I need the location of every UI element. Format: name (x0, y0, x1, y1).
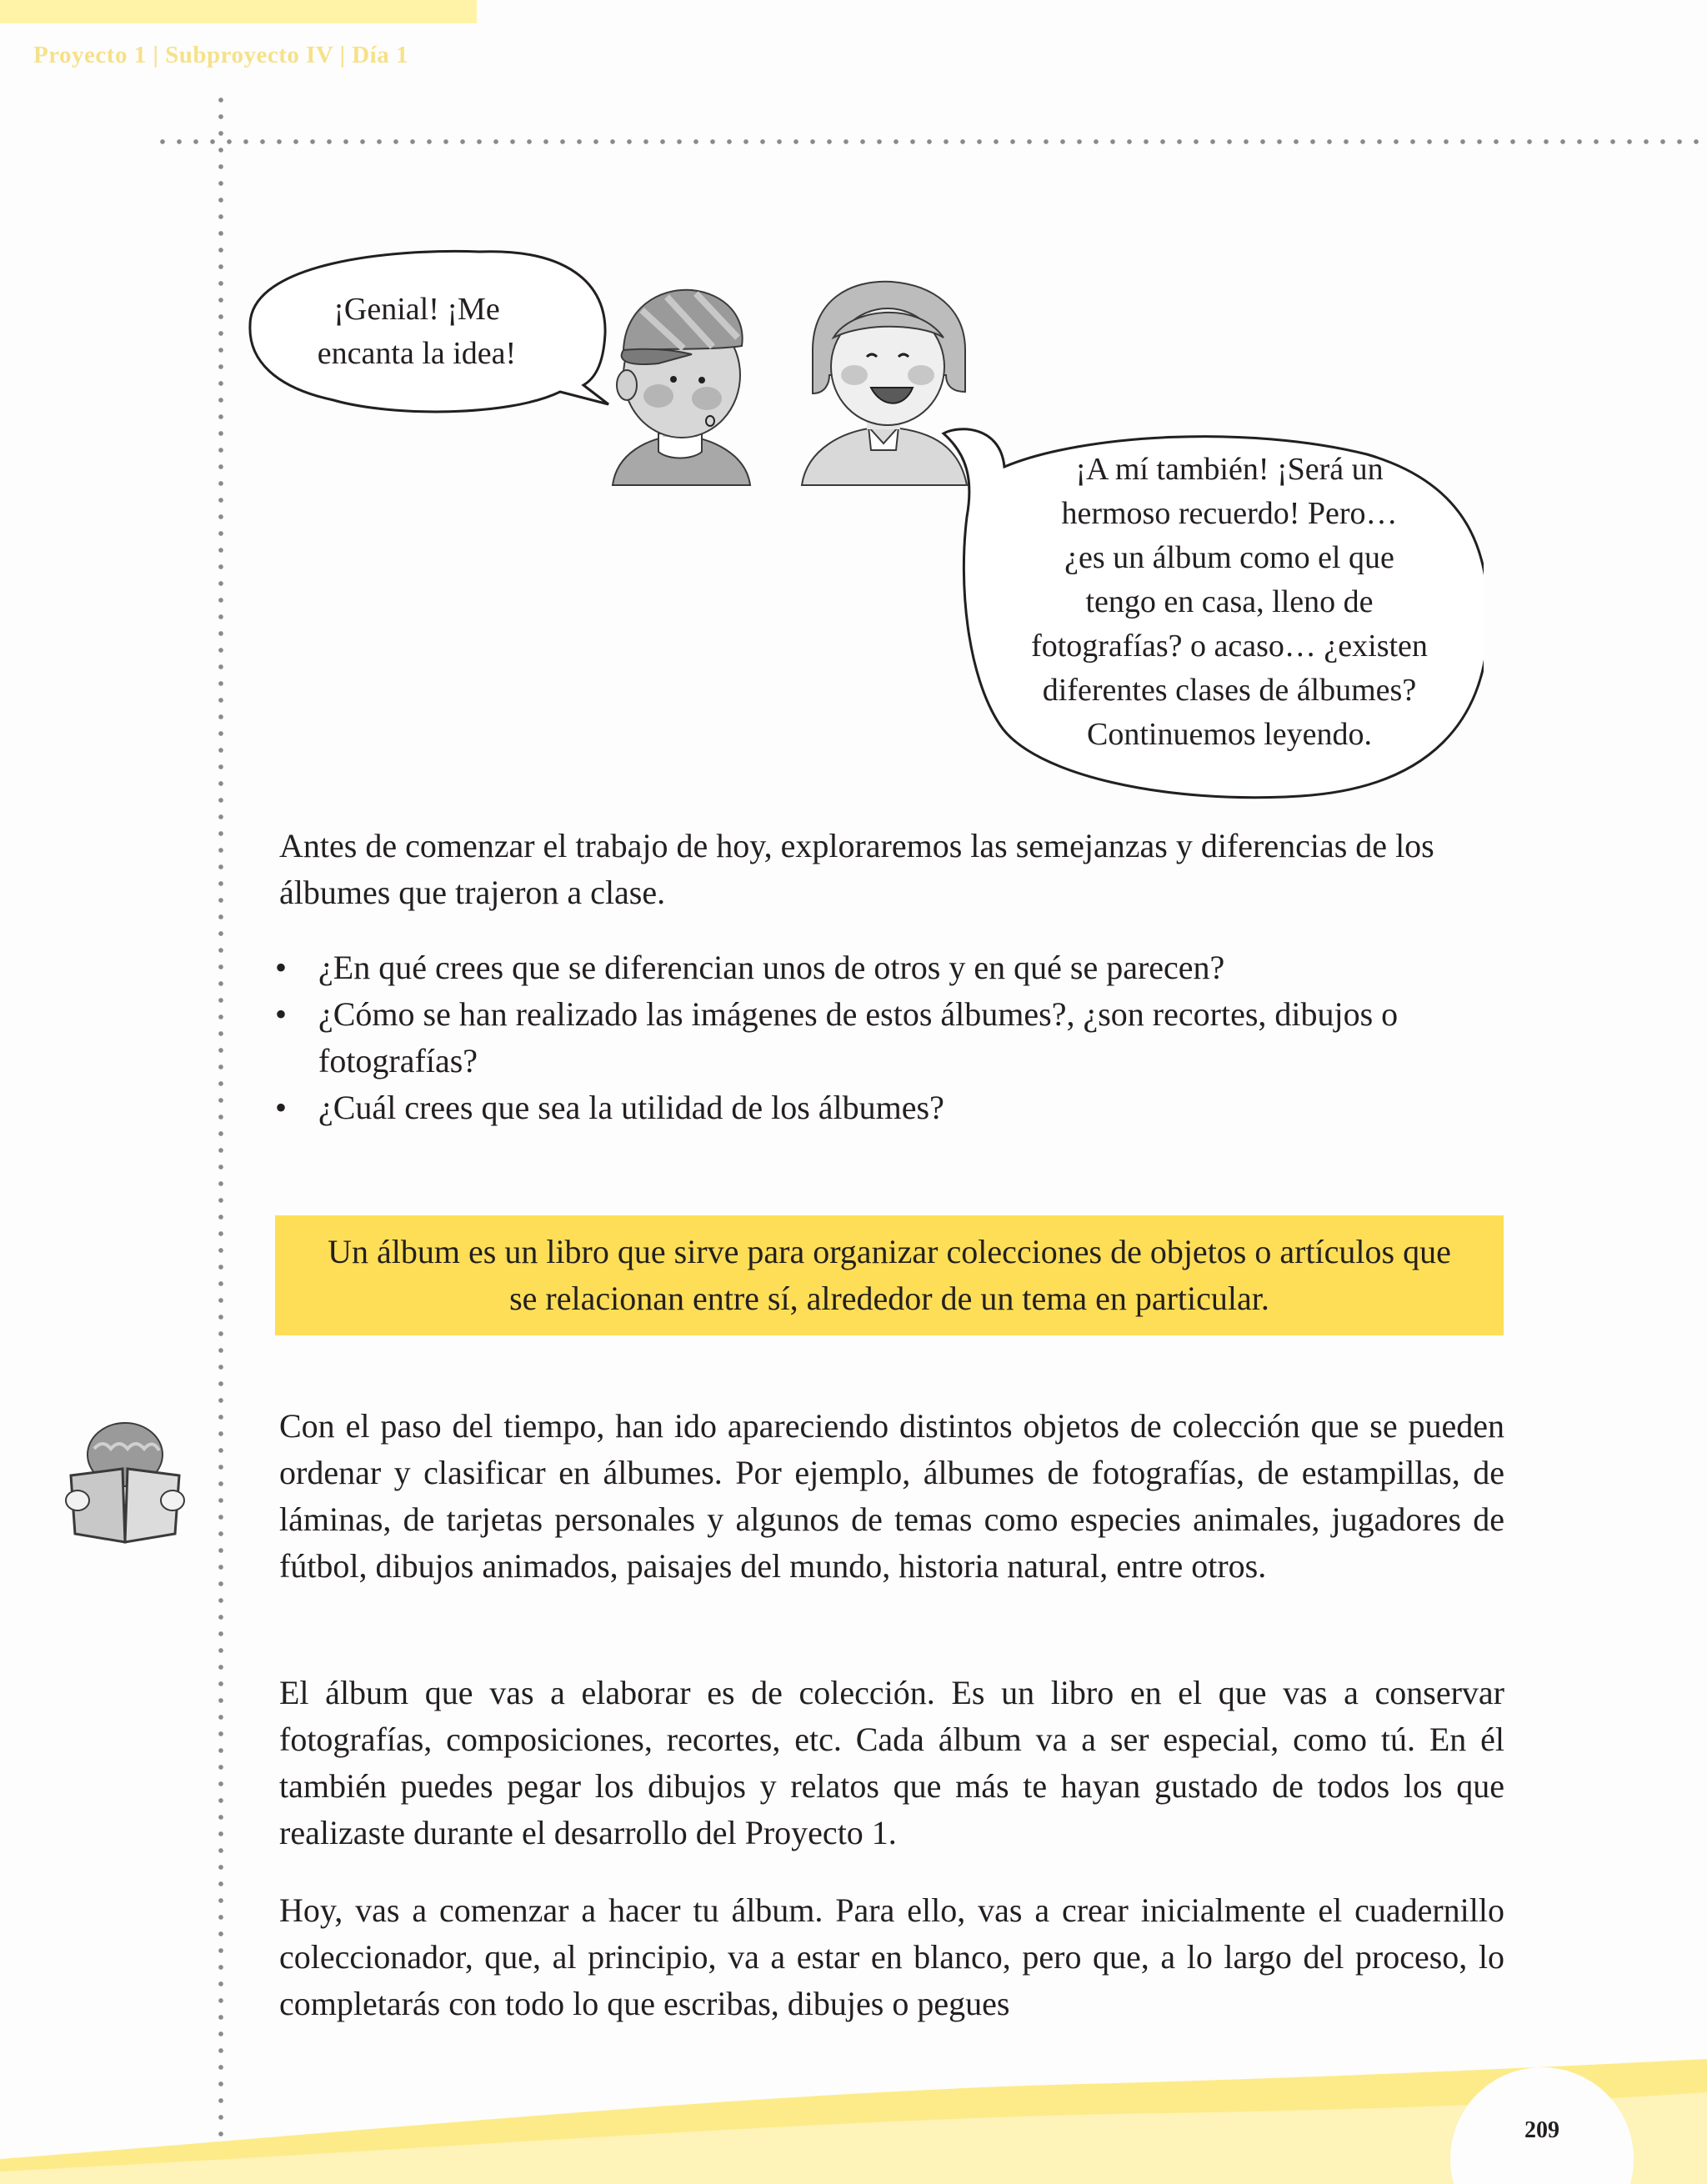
question-list (275, 944, 1509, 1131)
bubble-line: ¿es un álbum como el que (1064, 540, 1394, 575)
bubble-line: encanta la idea! (317, 336, 517, 371)
list-item (275, 991, 1509, 1084)
list-item-text: ¿Cómo se han realizado las imágenes de estos álbumes?, ¿son recortes, dibujos o fotografías? (318, 995, 1399, 1079)
bubble-line: ¡Genial! ¡Me (333, 292, 500, 327)
body-paragraph: El álbum que vas a elaborar es de colección. Es un libro en el que vas a conservar fotografías, composiciones, recortes, etc. Cada álbum va a ser especial, como tú. En él también puedes pegar los dibujos y relatos que más te hayan gustado de todos los que realizaste durante el desarrollo del Proyecto 1. (279, 1674, 1504, 1851)
list-item-text: ¿Cuál crees que sea la utilidad de los álbumes? (318, 1089, 944, 1126)
running-header: Proyecto 1 | Subproyecto IV | Día 1 (33, 42, 408, 68)
bullet-marker: • (275, 1089, 288, 1126)
bullet-marker: • (275, 949, 288, 986)
bubble-line: hermoso recuerdo! Pero… (1061, 496, 1398, 531)
bullet-marker: • (275, 995, 288, 1033)
list-item (275, 1084, 1509, 1131)
definition-highlight-box (275, 1215, 1504, 1335)
reading-child-icon (63, 1417, 188, 1550)
body-paragraph: Hoy, vas a comenzar a hacer tu álbum. Para ello, vas a crear inicialmente el cuadernillo coleccionador, que, al principio, va a estar en blanco, pero que, a lo largo del proceso, lo completarás con todo lo que escribas, dibujes o pegues (279, 1891, 1504, 2022)
bubble-line: tengo en casa, lleno de (1085, 584, 1374, 619)
bubble-line: ¡A mí también! ¡Será un (1075, 452, 1384, 487)
dotted-rule-vertical (217, 92, 225, 2184)
boy-figure (613, 290, 750, 485)
list-item (275, 944, 1509, 991)
girl-figure (802, 282, 967, 485)
bubble-line: diferentes clases de álbumes? (1042, 673, 1417, 708)
speech-bubble-girl-text (971, 448, 1488, 757)
bubble-line: fotografías? o acaso… ¿existen (1031, 629, 1428, 664)
body-paragraph: Con el paso del tiempo, han ido apareciendo distintos objetos de colección que se pueden ordenar y clasificar en álbumes. Por ejemplo, álbumes de fotografías, de estampillas, de láminas, de tarjetas personales y algunos de temas como especies animales, jugadores de fútbol, dibujos animados, paisajes del mundo, historia natural, entre otros. (279, 1407, 1504, 1585)
dotted-rule-horizontal (154, 138, 1707, 146)
bubble-line: Continuemos leyendo. (1087, 717, 1372, 752)
definition-text: Un álbum es un libro que sirve para organizar colecciones de objetos o artículos que se relacionan entre sí, alrededor de un tema en particular. (328, 1233, 1451, 1317)
page-number: 209 (1524, 2117, 1559, 2143)
list-item-text: ¿En qué crees que se diferencian unos de otros y en qué se parecen? (318, 949, 1225, 986)
top-accent-bar (0, 0, 477, 23)
speech-bubble-boy-text (283, 288, 550, 376)
intro-paragraph: Antes de comenzar el trabajo de hoy, exploraremos las semejanzas y diferencias de los álbumes que trajeron a clase. (279, 827, 1434, 911)
decorative-bottom-wave (0, 2034, 1707, 2184)
